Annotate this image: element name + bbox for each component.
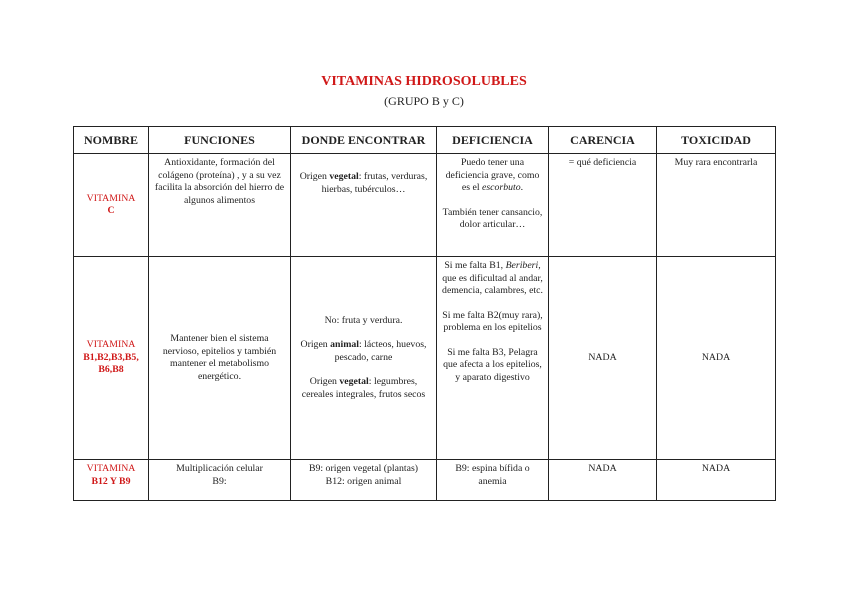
- header-nombre: NOMBRE: [74, 127, 149, 154]
- carencia-text: = qué deficiencia: [568, 157, 637, 168]
- header-funciones: FUNCIONES: [149, 127, 291, 154]
- donde-text: Origen vegetal: frutas, verduras, hierbas, tubérculos…: [299, 171, 428, 195]
- deficiencia-p2: Si me falta B2(muy rara), problema en los epitelios: [442, 309, 543, 333]
- vitamins-table: [73, 126, 776, 501]
- cell-donde-encontrar: [291, 154, 437, 257]
- deficiencia-text: B9: espina bífida o anemia: [455, 463, 530, 487]
- cell-deficiencia: [437, 154, 549, 257]
- donde-p1: No: fruta y verdura.: [324, 314, 403, 326]
- cell-name: [74, 460, 149, 501]
- document-subtitle: (GRUPO B y C): [384, 94, 464, 108]
- donde-p2: Origen animal: lácteos, huevos, pescado, carne: [300, 339, 427, 363]
- table-row-vitamin-b-complex: [74, 257, 776, 460]
- cell-toxicidad: [657, 154, 776, 257]
- cell-toxicidad: [657, 460, 776, 501]
- carencia-text: NADA: [588, 463, 617, 474]
- donde-line1: B9: origen vegetal (plantas): [308, 463, 419, 474]
- cell-funciones: [149, 154, 291, 257]
- vitamin-label: VITAMINA: [86, 339, 136, 351]
- vitamin-label: VITAMINA: [86, 463, 136, 474]
- cell-carencia: [549, 460, 657, 501]
- deficiencia-p2: También tener cansancio, dolor articular…: [442, 206, 543, 230]
- vitamin-code: B1,B2,B3,B5, B6,B8: [83, 351, 139, 376]
- deficiencia-p1: Puedo tener una deficiencia grave, como es el escorbuto.: [445, 157, 540, 193]
- cell-name: [74, 154, 149, 257]
- table-header-row: [74, 127, 776, 154]
- vitamin-code: B12 Y B9: [91, 475, 131, 487]
- cell-funciones: [149, 460, 291, 501]
- header-deficiencia: DEFICIENCIA: [437, 127, 549, 154]
- cell-donde-encontrar: [291, 257, 437, 460]
- toxicidad-text: NADA: [701, 463, 731, 474]
- toxicidad-text: Muy rara encontrarla: [674, 157, 758, 168]
- document-title: VITAMINAS HIDROSOLUBLES: [321, 74, 527, 89]
- toxicidad-text: NADA: [701, 351, 731, 363]
- header-carencia: CARENCIA: [549, 127, 657, 154]
- funciones-text: Mantener bien el sistema nervioso, epitelios y también mantener el metabolismo energético.: [162, 333, 277, 382]
- cell-deficiencia: [437, 257, 549, 460]
- donde-line2: B12: origen animal: [325, 475, 402, 487]
- cell-carencia: [549, 257, 657, 460]
- funciones-line1: Multiplicación celular: [176, 463, 263, 474]
- cell-donde-encontrar: [291, 460, 437, 501]
- header-donde-encontrar: DONDE ENCONTRAR: [291, 127, 437, 154]
- table-row-vitamin-c: [74, 154, 776, 257]
- table-row-vitamin-b12-b9: [74, 460, 776, 501]
- cell-deficiencia: [437, 460, 549, 501]
- cell-carencia: [549, 154, 657, 257]
- deficiencia-p1: Si me falta B1, Beriberi, que es dificultad al andar, demencia, calambres, etc.: [442, 260, 543, 296]
- funciones-text: Antioxidante, formación del colágeno (proteína) , y a su vez facilita la absorción del hierro de algunos alimentos: [154, 157, 285, 206]
- donde-p3: Origen vegetal: legumbres, cereales integrales, frutos secos: [301, 376, 426, 400]
- funciones-line2: B9:: [212, 475, 227, 487]
- carencia-text: NADA: [588, 351, 617, 363]
- cell-name: [74, 257, 149, 460]
- header-toxicidad: TOXICIDAD: [657, 127, 776, 154]
- cell-funciones: [149, 257, 291, 460]
- cell-toxicidad: [657, 257, 776, 460]
- deficiencia-p3: Si me falta B3, Pelagra que afecta a los epitelios, y aparato digestivo: [443, 346, 542, 383]
- vitamin-code: C: [107, 205, 115, 216]
- vitamin-label: VITAMINA: [86, 192, 136, 204]
